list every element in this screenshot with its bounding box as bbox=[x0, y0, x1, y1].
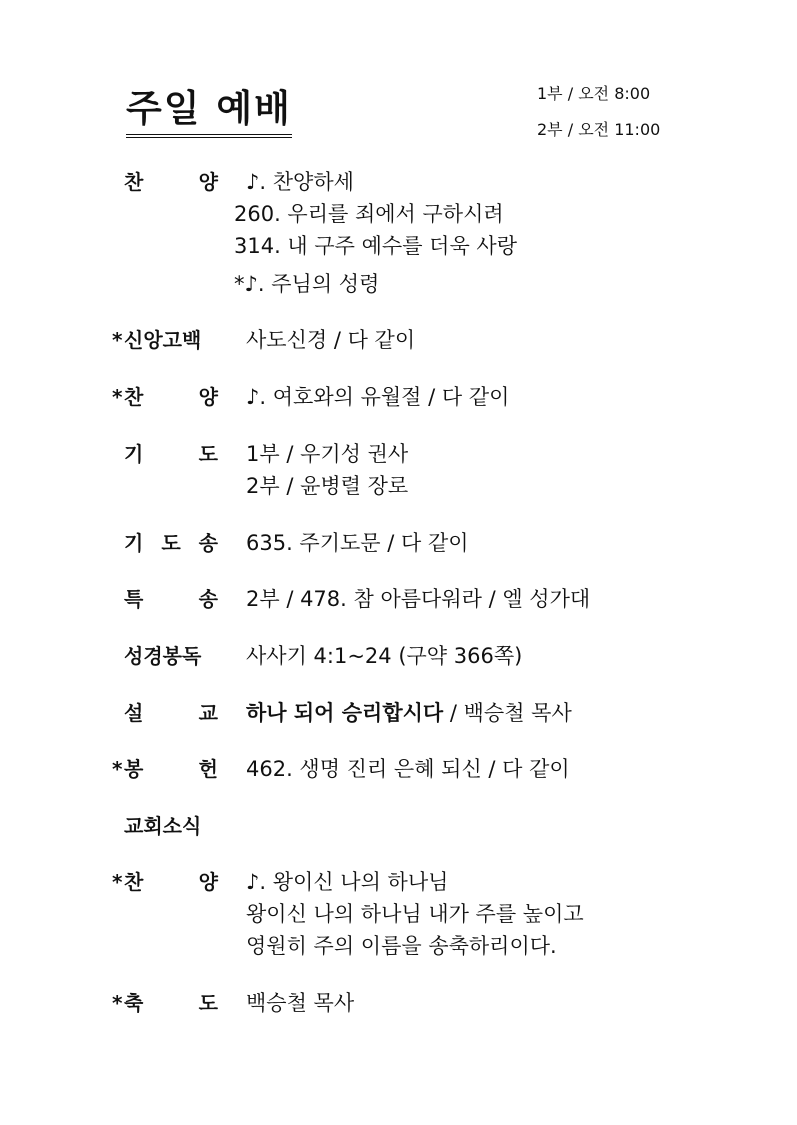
order-label: 교회소식 bbox=[124, 814, 202, 838]
sermon-title: 하나 되어 승리합시다 bbox=[246, 701, 444, 725]
order-label: 특 송 bbox=[124, 587, 218, 611]
order-label: 성경봉독 bbox=[124, 644, 202, 668]
page-title: 주일 예배 bbox=[126, 78, 292, 138]
service-times bbox=[537, 76, 660, 148]
order-content: 사사기 4:1~24 (구약 366쪽) bbox=[246, 644, 523, 668]
order-content: ♪. 찬양하세 260. 우리를 죄에서 구하시려 314. 내 구주 예수를 더욱 사랑 *♪. 주님의 성령 bbox=[234, 170, 517, 296]
order-label: 설 교 bbox=[124, 701, 218, 725]
order-content: 사도신경 / 다 같이 bbox=[246, 328, 416, 352]
order-label: * 신앙고백 bbox=[112, 328, 202, 352]
order-label: 기 도 송 bbox=[124, 531, 218, 555]
order-content: 하나 되어 승리합시다 / 백승철 목사 bbox=[246, 701, 572, 725]
order-label: * 봉 헌 bbox=[112, 757, 218, 781]
service-time-2: 2부 / 오전 11:00 bbox=[537, 120, 661, 139]
order-label: * 축 도 bbox=[112, 991, 218, 1015]
order-content: 635. 주기도문 / 다 같이 bbox=[246, 531, 469, 555]
order-content: 1부 / 우기성 권사 2부 / 윤병렬 장로 bbox=[246, 442, 409, 498]
order-content: 백승철 목사 bbox=[246, 991, 355, 1015]
order-content: 2부 / 478. 참 아름다워라 / 엘 성가대 bbox=[246, 587, 591, 611]
order-label: 찬 양 bbox=[124, 170, 218, 194]
order-content: ♪. 왕이신 나의 하나님 왕이신 나의 하나님 내가 주를 높이고 영원히 주의 이름을 송축하리이다. bbox=[246, 870, 584, 958]
order-content: 462. 생명 진리 은혜 되신 / 다 같이 bbox=[246, 757, 570, 781]
order-label: * 찬 양 bbox=[112, 385, 218, 409]
order-content: ♪. 여호와의 유월절 / 다 같이 bbox=[246, 385, 510, 409]
order-label: * 찬 양 bbox=[112, 870, 218, 894]
service-time-1: 1부 / 오전 8:00 bbox=[537, 84, 651, 103]
order-label: 기 도 bbox=[124, 442, 218, 466]
